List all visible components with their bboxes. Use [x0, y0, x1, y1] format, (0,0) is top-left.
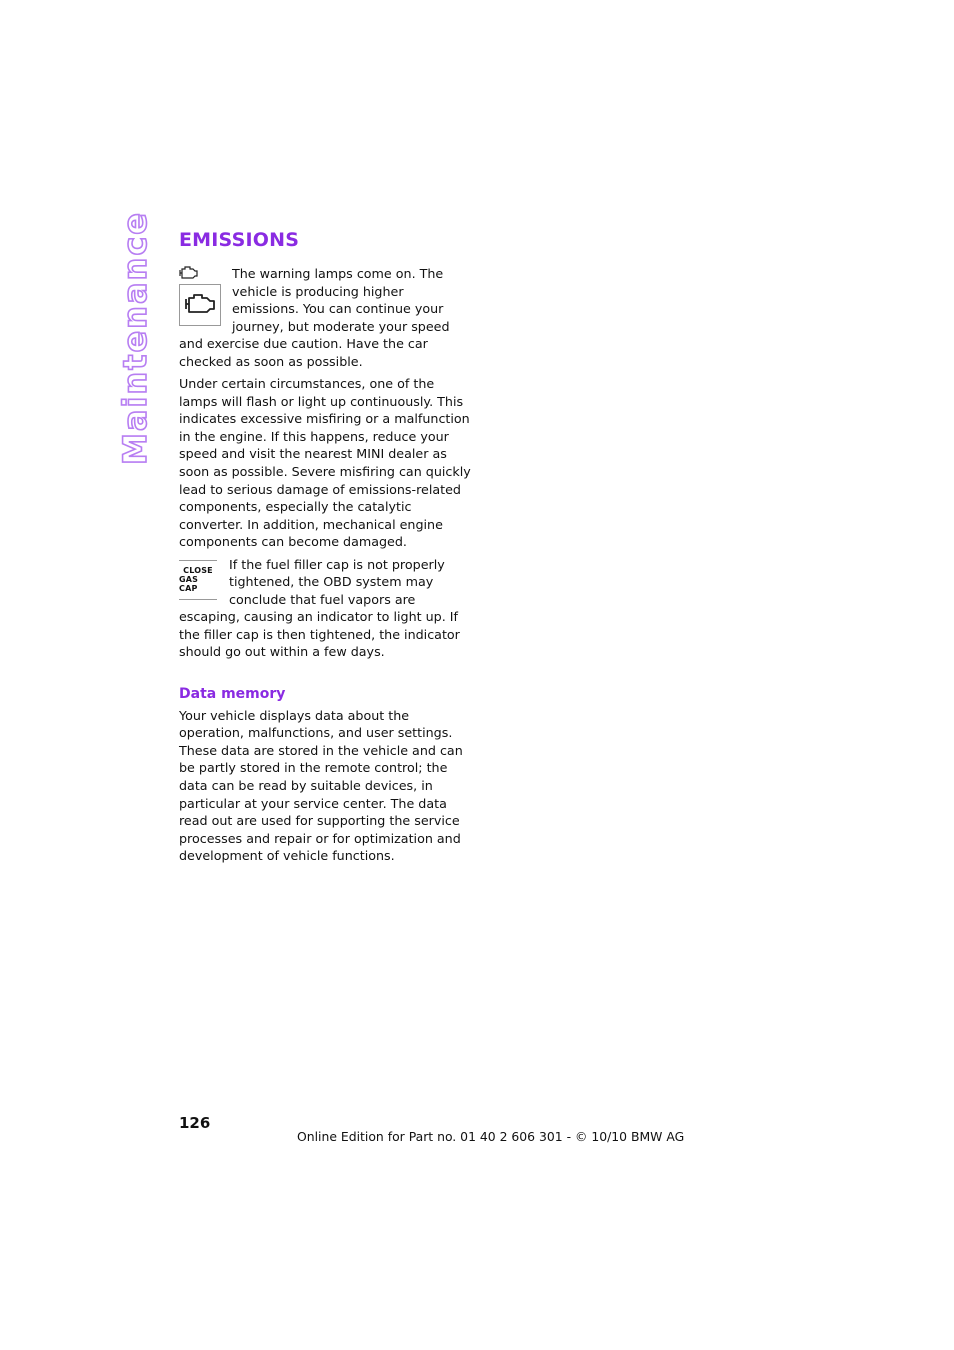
- check-engine-lamp-box: [179, 284, 221, 326]
- check-engine-icon: [179, 266, 199, 280]
- content-column: [179, 228, 471, 869]
- paragraph-misfiring: Under certain circumstances, one of the lamps will flash or light up continuously. This indicates excessive misfiring or a malfunction in the engine. If this happens, reduce your speed and visit the nearest MINI dealer as soon as possible. Severe misfiring can quickly lead to serious damage of emissions-related components, especially the catalytic converter. In addition, mechanical engine components can become damaged.: [179, 376, 471, 550]
- gas-cap-indicator: [179, 556, 223, 604]
- paragraph-data-memory: Your vehicle displays data about the operation, malfunctions, and user settings. These data are stored in the vehicle and can be partly stored in the remote control; the data can be read by suitable devices, in particular at your service center. The data read out are used for supporting the service processes and repair or for optimization and development of vehicle functions.: [179, 707, 463, 864]
- gas-cap-line2: GAS CAP: [179, 575, 199, 593]
- close-gas-cap-icon: [179, 560, 217, 600]
- paragraph-warning-lamps: The warning lamps come on. The vehicle is producing higher emissions. You can continue your journey, but moderate your speed and exercise due caution. Have the car checked as soon as possible.: [179, 266, 450, 369]
- subsection-title: Data memory: [179, 685, 286, 702]
- warning-lamp-icons: [179, 265, 226, 331]
- gas-cap-line1: CLOSE: [183, 566, 213, 575]
- edition-footer: Online Edition for Part no. 01 40 2 606 301 - © 10/10 BMW AG: [297, 1129, 685, 1144]
- section-title: EMISSIONS: [179, 229, 300, 251]
- check-engine-icon: [184, 293, 216, 315]
- chapter-side-tab-label: Maintenance: [116, 210, 155, 466]
- page-number: 126: [179, 1114, 211, 1132]
- paragraph-fuel-cap: If the fuel filler cap is not properly tightened, the OBD system may conclude that fuel vapors are escaping, causing an indicator to light up. If the filler cap is then tightened, the indicator should go out within a few days.: [179, 556, 460, 660]
- chapter-side-tab: [116, 210, 155, 466]
